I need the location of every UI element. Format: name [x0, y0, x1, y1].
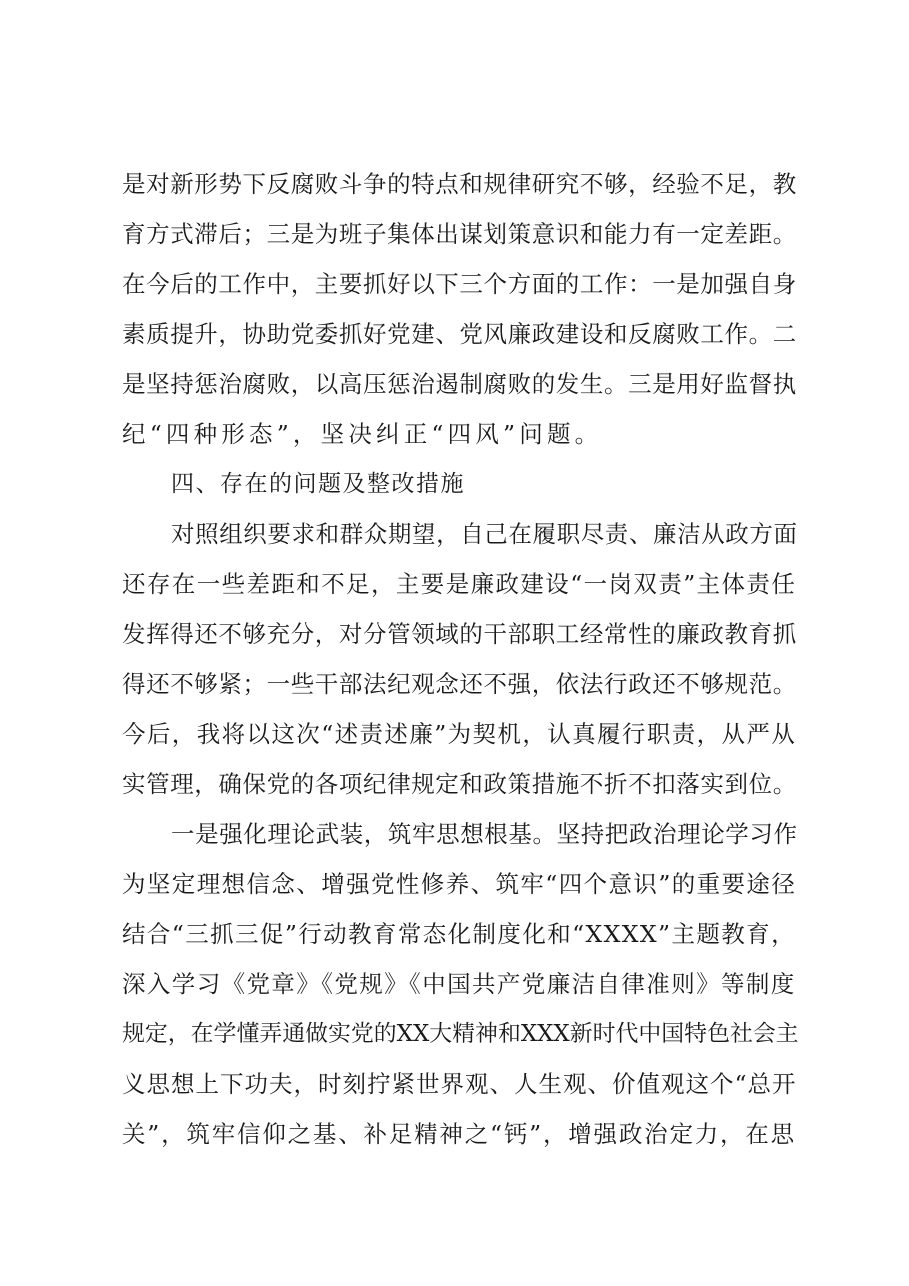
paragraph-line: 对照组织要求和群众期望，自己在履职尽责、廉洁从政方面	[171, 520, 798, 548]
paragraph-line: 一是强化理论武装，筑牢思想根基。坚持把政治理论学习作	[171, 820, 798, 848]
paragraph-line: 是对新形势下反腐败斗争的特点和规律研究不够，经验不足，教	[122, 170, 797, 198]
paragraph-line: 是坚持惩治腐败，以高压惩治遏制腐败的发生。三是用好监督执	[122, 370, 797, 398]
paragraph-line: 规定，在学懂弄通做实党的XX大精神和XXX新时代中国特色社会主	[122, 1021, 799, 1047]
paragraph-line: 今后，我将以这次“述责述廉”为契机，认真履行职责，从严从	[122, 720, 797, 748]
paragraph-line: 发挥得还不够充分，对分管领域的干部职工经常性的廉政教育抓	[122, 620, 797, 648]
paragraph-line: 义思想上下功夫，时刻拧紧世界观、人生观、价值观这个“总开	[122, 1070, 797, 1098]
paragraph-line: 育方式滞后；三是为班子集体出谋划策意识和能力有一定差距。	[122, 220, 797, 248]
paragraph-line: 在今后的工作中，主要抓好以下三个方面的工作：一是加强自身	[122, 270, 797, 298]
paragraph-line: 结合“三抓三促”行动教育常态化制度化和“XXXX”主题教育，	[122, 920, 796, 948]
paragraph-line: 还存在一些差距和不足，主要是廉政建设“一岗双责”主体责任	[122, 570, 797, 598]
paragraph-line: 实管理，确保党的各项纪律规定和政策措施不折不扣落实到位。	[122, 770, 797, 798]
paragraph-line: 纪“四种形态”，坚决纠正“四风”问题。	[122, 420, 603, 448]
paragraph-line: 深入学习《党章》《党规》《中国共产党廉洁自律准则》等制度	[122, 970, 796, 998]
section-heading: 四、存在的问题及整改措施	[171, 471, 465, 497]
paragraph-line: 关”，筑牢信仰之基、补足精神之“钙”，增强政治定力，在思	[122, 1120, 796, 1148]
paragraph-line: 为坚定理想信念、增强党性修养、筑牢“四个意识”的重要途径	[122, 870, 797, 898]
paragraph-line: 得还不够紧；一些干部法纪观念还不强，依法行政还不够规范。	[122, 670, 797, 698]
paragraph-line: 素质提升，协助党委抓好党建、党风廉政建设和反腐败工作。二	[122, 320, 797, 348]
